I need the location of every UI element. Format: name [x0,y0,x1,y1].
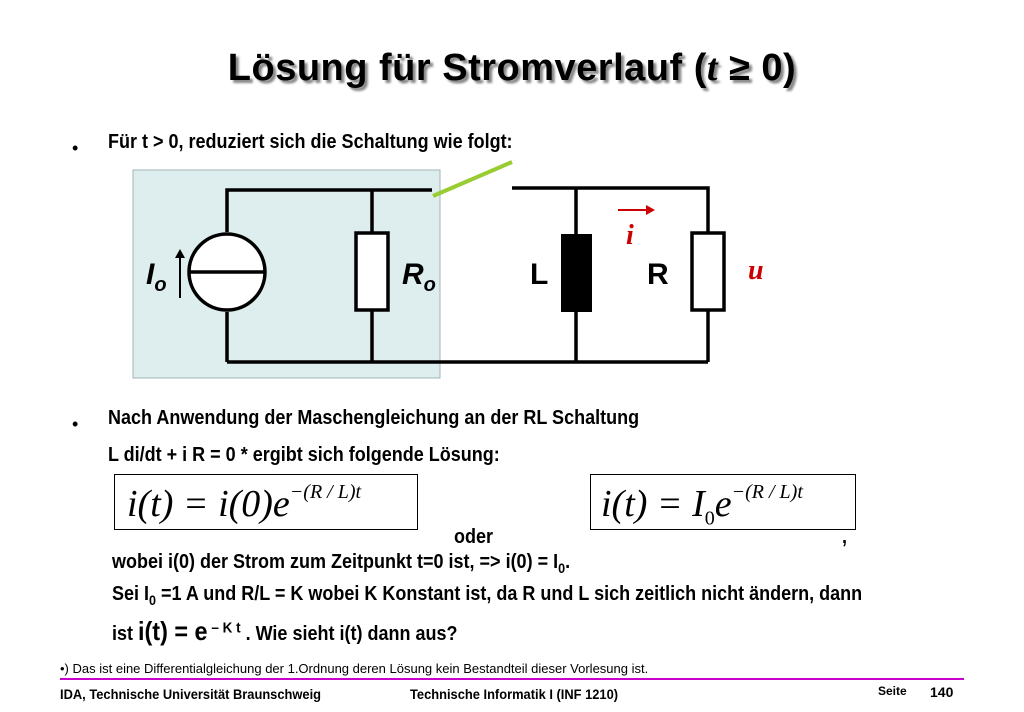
label-io: $I_o$ [146,258,167,296]
resistor-r-symbol [692,233,724,310]
bullet-marker: • [72,414,79,434]
bullet-marker: • [72,138,79,158]
label-r: R [647,258,669,291]
label-l: L [530,258,549,291]
footer-page-number: 140 [930,684,954,700]
resistor-ro-symbol [356,233,388,310]
explanation-line-3: ist i(t) = e $^{- K t}$ . Wie sieht i(t) dann aus? [112,616,458,646]
pointer-line [433,162,512,196]
oder-text: oder [454,526,494,548]
bullet-1-text: Für t > 0, reduziert sich die Schaltung wie folgt: [108,131,513,153]
footnote: •) Das ist eine Differentialgleichung der 1.Ordnung deren Lösung kein Bestandteil dieser Vorlesung ist. [60,661,649,676]
equation-1: $i(t) = i(0)e^{-(R / L)t}$ [127,481,362,525]
slide-title: Lösung für Stromverlauf (t ≥ 0) [227,47,797,89]
equation-2: $i(t) = I_0e^{-(R / L)t}$ [601,481,803,530]
comma-text: , [842,526,848,548]
equation-box-2 [590,474,856,530]
footer-seite-label: Seite [878,684,907,698]
equation-box-1 [114,474,418,530]
label-u: u [748,255,764,286]
label-i: i [626,220,634,251]
footer-divider [60,678,964,680]
bullet-2-line-1: Nach Anwendung der Maschengleichung an der RL Schaltung [108,407,640,429]
explanation-line-1: wobei i(0) der Strom zum Zeitpunkt t=0 ist, => $i(0) = I_0$. [112,551,571,576]
footer-institution: IDA, Technische Universität Braunschweig [60,686,322,702]
footer-course: Technische Informatik I (INF 1210) [410,686,619,702]
inductor-l-symbol [561,234,592,312]
explanation-line-2: Sei $I_0 =1$ A und R/L = K wobei K Konstant ist, da R und L sich zeitlich nicht ändern, dann [112,583,863,608]
bullet-2-line-2: L di/dt + i R = 0 * ergibt sich folgende Lösung: [108,444,500,466]
label-ro: $R_o$ [402,258,436,296]
